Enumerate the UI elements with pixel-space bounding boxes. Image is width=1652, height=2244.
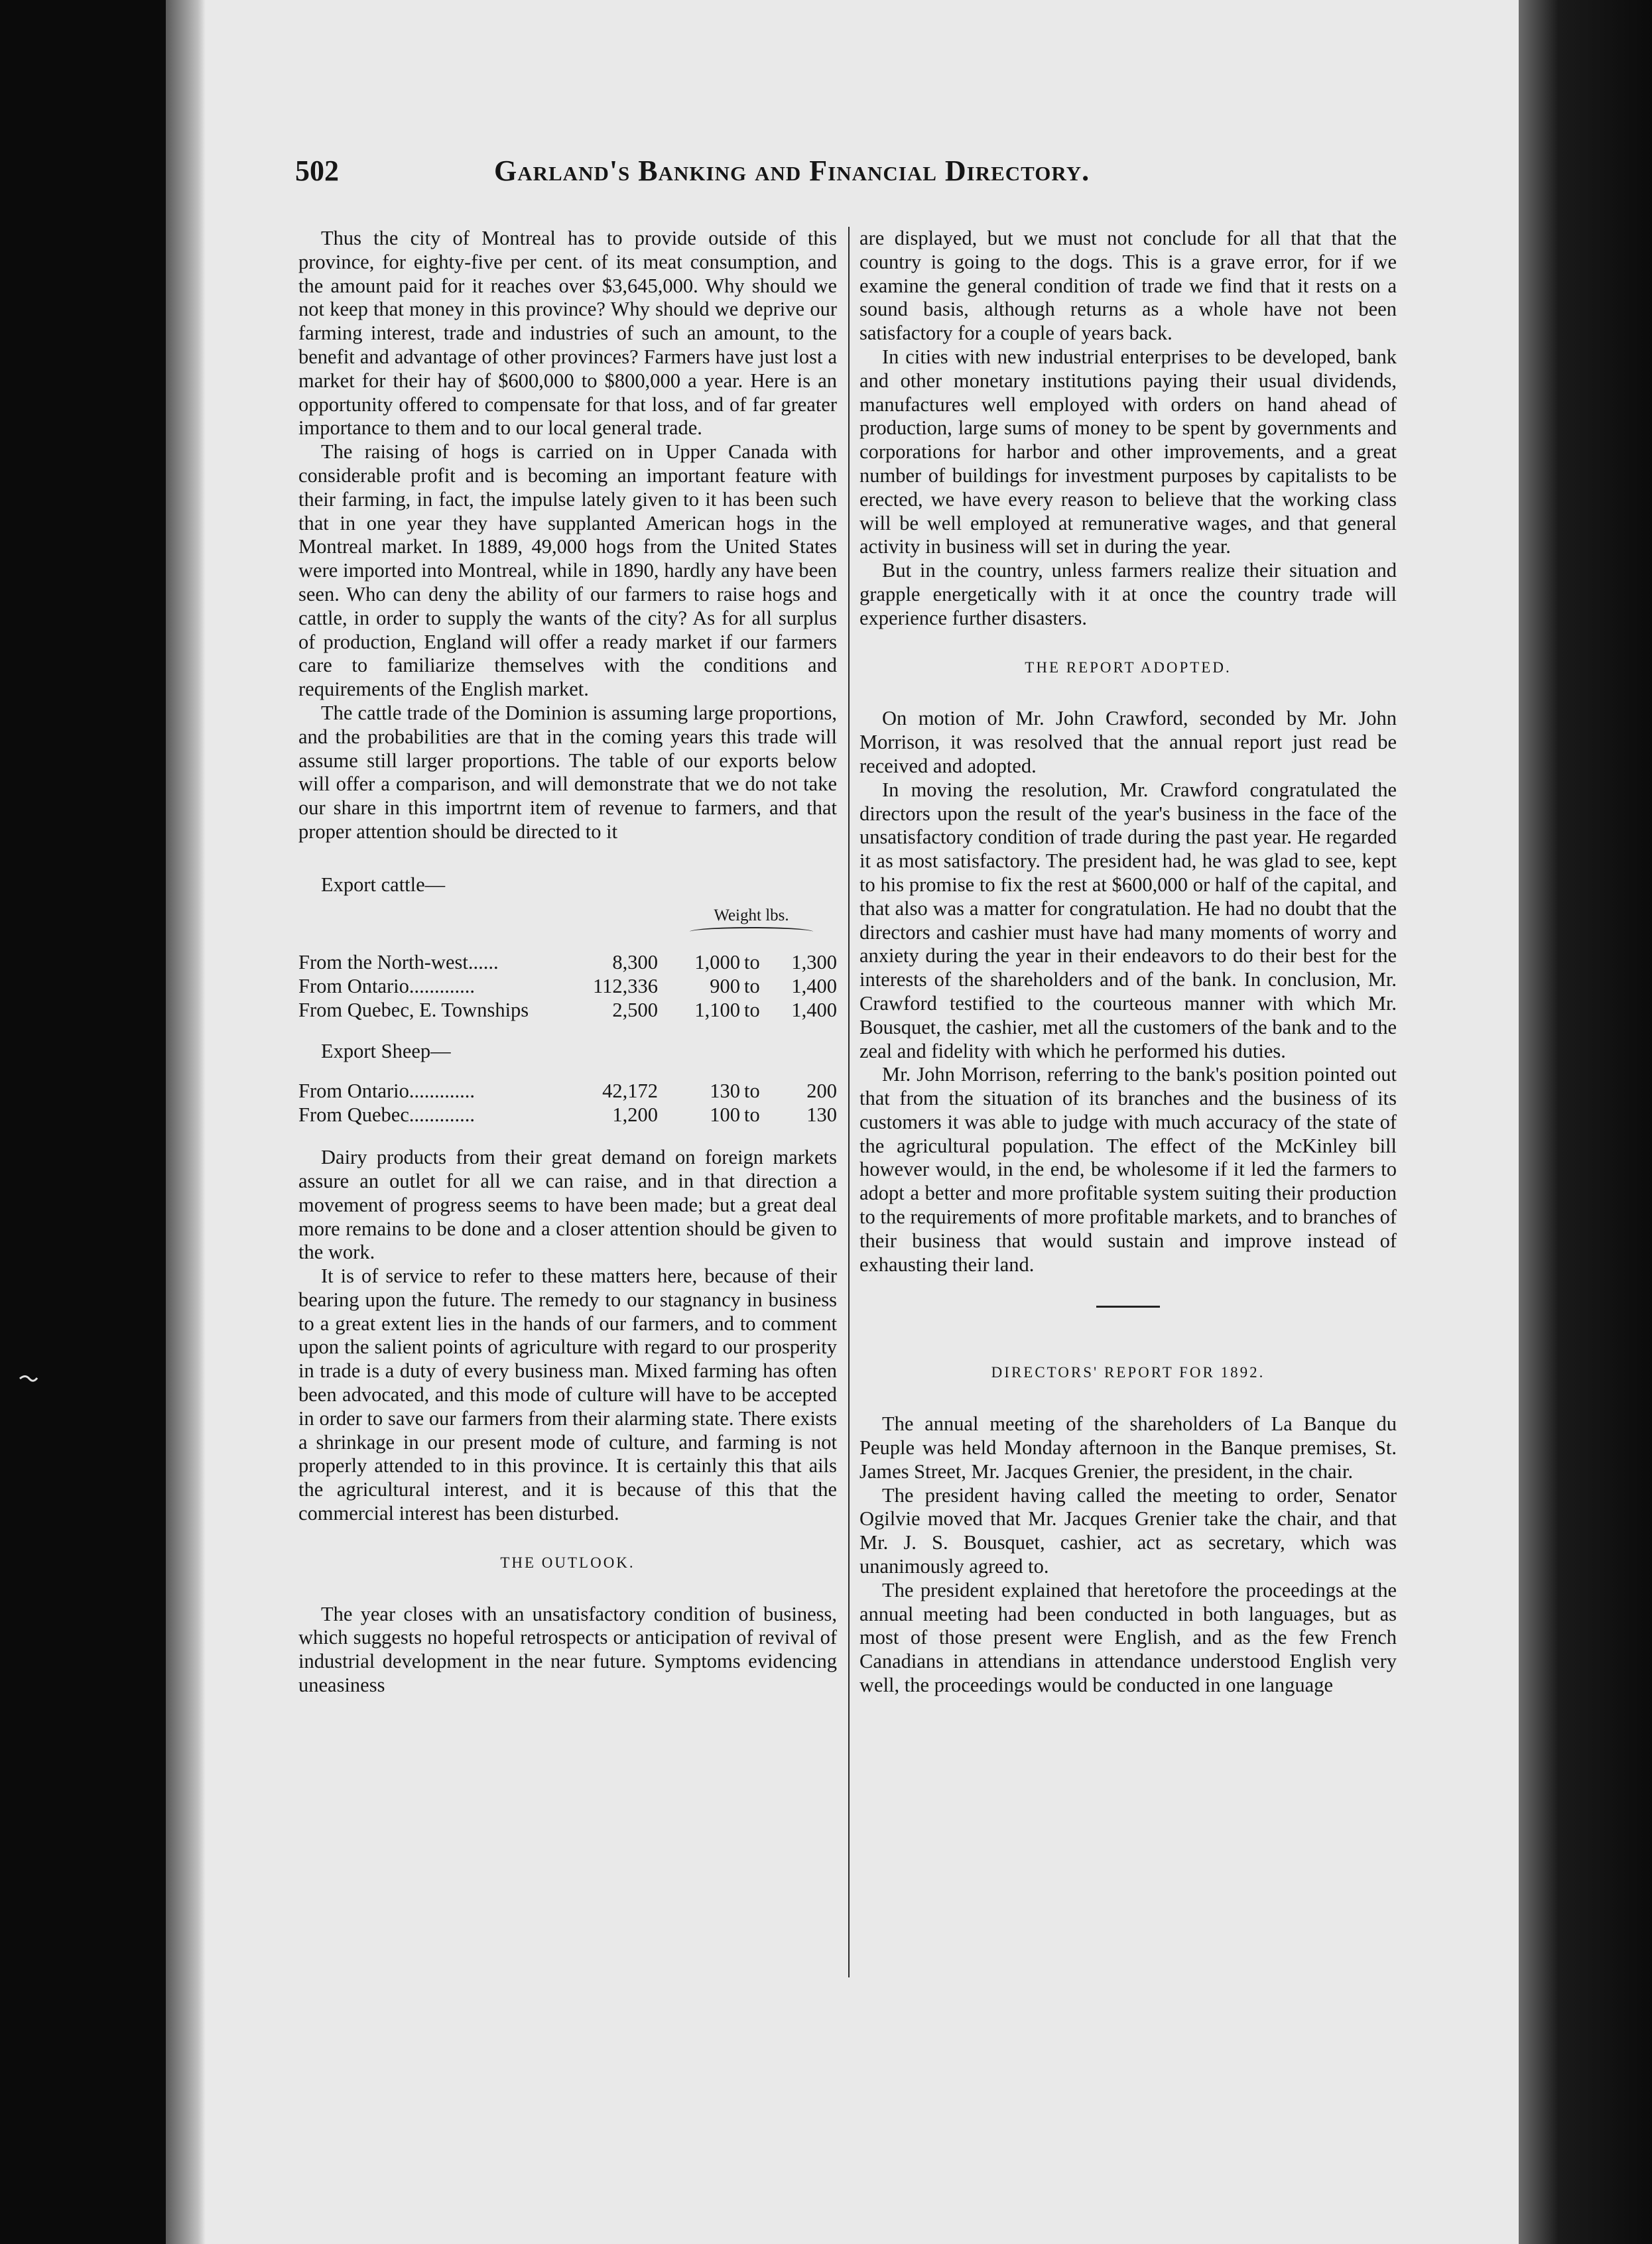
paragraph: But in the country, unless farmers realize their situation and grapple energetically with it at once the country trade will experience further disasters. <box>859 559 1397 629</box>
weight-to: to <box>744 1103 760 1127</box>
paragraph: The cattle trade of the Dominion is assuming large proportions, and the probabilities are that in the coming years this trade will assume still larger proportions. The table of our exports below will offer a comparison, and will demonstrate that we do not take our share in this importrnt item of revenue to farmers, and that proper attention should be directed to it <box>298 701 837 843</box>
right-column <box>859 227 1397 1698</box>
row-label: From Quebec............. <box>298 1103 475 1127</box>
table-row <box>298 999 837 1023</box>
paragraph: The raising of hogs is carried on in Upper Canada with considerable profit and is becoming an important feature with their farming, in fact, the impulse lately given to it has been such that in one year they have supplanted American hogs in the Montreal market. In 1889, 49,000 hogs from the United States were imported into Montreal, while in 1890, hardly any have been seen. Who can deny the ability of our farmers to raise hogs and cattle, in order to supply the wants of the city? As for all surplus of production, England will offer a ready market if our farmers care to familiarize themselves with the conditions and requirements of the English market. <box>298 440 837 701</box>
weight-max: 1,300 <box>791 951 837 974</box>
row-count: 42,172 <box>602 1080 658 1103</box>
row-count: 112,336 <box>593 975 658 998</box>
row-label: From Quebec, E. Townships <box>298 999 529 1022</box>
paragraph: On motion of Mr. John Crawford, seconded by Mr. John Morrison, it was resolved that the annual report just read be received and adopted. <box>859 707 1397 777</box>
weight-max: 1,400 <box>791 999 837 1022</box>
row-label: From Ontario............. <box>298 975 476 998</box>
section-heading: DIRECTORS' REPORT FOR 1892. <box>991 1364 1265 1381</box>
section-heading: THE OUTLOOK. <box>500 1554 635 1571</box>
row-label: From Ontario............. <box>298 1080 476 1103</box>
weight-min: 130 <box>710 1080 740 1103</box>
section-rule <box>1096 1306 1160 1308</box>
row-count: 8,300 <box>612 951 658 974</box>
page-number: 502 <box>295 155 339 187</box>
left-column <box>298 227 837 1698</box>
weight-to: to <box>744 951 760 974</box>
page-header <box>295 154 1207 194</box>
weight-column-header: Weight lbs. <box>714 906 789 924</box>
paragraph: Thus the city of Montreal has to provide outside of this province, for eighty-five per cent. of its meat consumption, and the amount paid for it reaches over $3,645,000. Why should we not keep that money in this province? Why should we deprive our farming interest, trade and industries of such an amount, to the benefit and advantage of other provinces? Farmers have just lost a market for their hay of $600,000 to $800,000 a year. Here is an opportunity offered to compensate for that loss, and of far greater importance to them and to our local general trade. <box>298 227 837 440</box>
paragraph: In moving the resolution, Mr. Crawford congratulated the directors upon the result of the year's business in the face of the unsatisfactory condition of trade during the past year. He regarded it as most satisfactory. The president had, he was glad to see, kept to his promise to fix the rest at $600,000 or half of the capital, and that also was a matter for congratulation. He had no doubt that the directors and cashier must have had many moments of worry and anxiety during the year in their endeavors to do their best for the interests of the shareholders and of the bank. In conclusion, Mr. Crawford testified to the courteous manner with which Mr. Bousquet, the cashier, met all the customers of the bank and to the zeal and fidelity with which he performed his duties. <box>859 778 1397 1062</box>
weight-max: 200 <box>806 1080 837 1103</box>
table-row <box>298 951 837 975</box>
row-count: 1,200 <box>612 1103 658 1127</box>
weight-to: to <box>744 975 760 998</box>
weight-min: 900 <box>710 975 740 998</box>
binding-shadow <box>166 0 206 2244</box>
paragraph: are displayed, but we must not conclude for all that that the country is going to the dogs. This is a grave error, for if we examine the general condition of trade we find that it rests on a sound basis, although returns as a whole have not been satisfactory for a couple of years back. <box>859 227 1397 345</box>
export-cattle-title: Export cattle— <box>321 873 446 896</box>
paragraph: The year closes with an unsatisfactory condition of business, which suggests no hopeful retrospects or anticipation of revival of industrial development in the near future. Symptoms evidencing uneasiness <box>298 1602 837 1697</box>
paragraph: The president having called the meeting to order, Senator Ogilvie moved that Mr. Jacques Grenier take the chair, and that Mr. J. S. Bousquet, cashier, act as secretary, which was unanimously agreed to. <box>859 1483 1397 1578</box>
weight-to: to <box>744 1080 760 1103</box>
paragraph: The annual meeting of the shareholders of La Banque du Peuple was held Monday afternoon in the Banque premises, St. James Street, Mr. Jacques Grenier, the president, in the chair. <box>859 1412 1397 1483</box>
section-heading: THE REPORT ADOPTED. <box>1025 658 1232 676</box>
paragraph: In cities with new industrial enterprises to be developed, bank and other monetary institutions paying their usual dividends, manufactures well employed with orders on hand ahead of production, large sums of money to be spent by governments and corporations for harbor and other improvements, and a great number of buildings for investment purposes by capitalists to be erected, we have every reason to believe that the working class will be well employed at remunerative wages, and that general activity in business will set in during the year. <box>859 345 1397 558</box>
running-title: Garland's Banking and Financial Directory. <box>494 155 1090 187</box>
weight-max: 1,400 <box>791 975 837 998</box>
paragraph: Mr. John Morrison, referring to the bank's position pointed out that from the situation of its branches and the business of its customers it was able to judge with much accuracy of the state of the agricultural population. The effect of the McKinley bill however would, in the end, be wholesome if it led the farmers to adopt a better and more profitable system suiting their production to the requirements of more profitable markets, and to branches of their business that would sustain and improve instead of exhausting their land. <box>859 1063 1397 1276</box>
weight-max: 130 <box>806 1103 837 1127</box>
row-count: 2,500 <box>612 999 658 1022</box>
weight-to: to <box>744 999 760 1022</box>
paragraph: The president explained that heretofore the proceedings at the annual meeting had been conducted in both languages, but as most of those present were English, and as the few French Canadians in attendians in attendance understood English very well, the proceedings would be conducted in one language <box>859 1578 1397 1697</box>
column-divider <box>848 227 850 1977</box>
export-sheep-title: Export Sheep— <box>321 1040 451 1063</box>
weight-brace <box>690 927 813 936</box>
margin-mark-icon <box>19 1373 38 1385</box>
weight-min: 100 <box>710 1103 740 1127</box>
table-row <box>298 975 837 999</box>
table-row <box>298 1080 837 1103</box>
weight-min: 1,100 <box>694 999 740 1022</box>
table-row <box>298 1103 837 1127</box>
row-label: From the North-west...... <box>298 951 499 974</box>
paragraph: Dairy products from their great demand on foreign markets assure an outlet for all we can raise, and in that direction a movement of progress seems to have been made; but a great deal more remains to be done and a closer attention should be given to the work. <box>298 1146 837 1264</box>
weight-min: 1,000 <box>694 951 740 974</box>
page-edge-shadow <box>1519 0 1652 2244</box>
paragraph: It is of service to refer to these matters here, because of their bearing upon the future. The remedy to our stagnancy in business to a great extent lies in the hands of our farmers, and to comment upon the salient points of agriculture with regard to our prosperity in trade is a duty of every business man. Mixed farming has often been advocated, and this mode of culture will have to be accepted in order to save our farmers from their alarming state. There exists a shrinkage in our present mode of culture, and farming is not properly attended to in this province. It is certainly this that ails the agricultural interest, and it is because of this that the commercial interest has been disturbed. <box>298 1265 837 1525</box>
